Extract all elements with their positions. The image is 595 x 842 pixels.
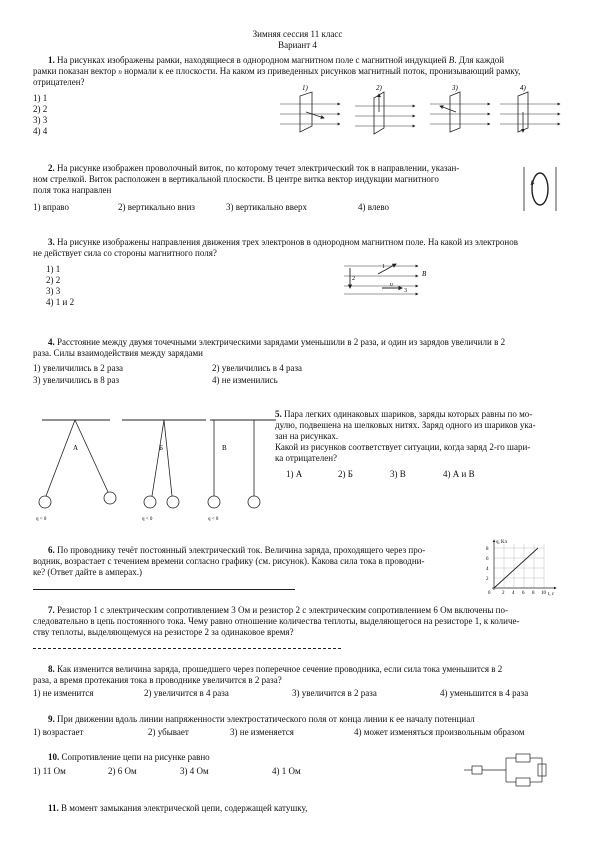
question-number: 4. — [48, 337, 55, 347]
frame-figure-2 — [355, 84, 415, 134]
pendulums-figure — [30, 418, 280, 528]
svg-text:B: B — [422, 270, 427, 278]
answer-option[interactable]: 4) 4 — [33, 126, 48, 136]
answer-option[interactable]: 3) В — [390, 469, 406, 479]
question-text: раза. Силы взаимодействия между зарядами — [33, 348, 203, 358]
question-text: ству теплоты, выделяющемуся на резисторе 2 за одинаковое время? — [33, 627, 294, 637]
frame-figure-4 — [500, 84, 560, 132]
answer-option[interactable]: 2) убывает — [148, 727, 189, 737]
question-number: 10. — [48, 752, 60, 762]
page-title: Зимняя сессия 11 класс — [252, 29, 343, 39]
question-number: 5. — [275, 409, 282, 419]
wire-loop-figure — [520, 165, 560, 215]
svg-text:В: В — [222, 444, 227, 452]
svg-text:q, Кл: q, Кл — [496, 540, 507, 545]
question-number: 2. — [48, 163, 55, 173]
answer-option[interactable]: 1) не изменится — [33, 688, 94, 698]
answer-option[interactable]: 1) 11 Ом — [33, 766, 66, 776]
answer-option[interactable]: 2) Б — [338, 469, 353, 479]
svg-text:2: 2 — [352, 276, 355, 282]
answer-option[interactable]: 1) увеличились в 2 раза — [33, 363, 124, 373]
answer-option[interactable]: 1) 1 — [33, 93, 48, 103]
svg-text:υ: υ — [390, 282, 393, 288]
circuit-figure — [462, 752, 562, 790]
question-text: Расстояние между двумя точечными электрическими зарядами уменьшили в 2 раза, и один из зарядов увеличили в 2 — [57, 337, 506, 347]
figure-label: 1) — [302, 84, 308, 92]
question-text: рамки показан вектор — [33, 66, 117, 76]
svg-text:6: 6 — [486, 557, 489, 562]
question-text: По проводнику течёт постоянный электрический ток. Величина заряда, проходящего через про- — [57, 545, 426, 555]
answer-option[interactable]: 4) 1 и 2 — [46, 297, 75, 307]
question-text: На рисунке изображен проволочный виток, по которому течет электрический ток в направлении, указан- — [57, 163, 460, 173]
answer-option[interactable]: 3) 4 Ом — [180, 766, 209, 776]
question-text: поля тока направлен — [33, 185, 112, 195]
question-text: Сопротивление цепи на рисунке равно — [61, 752, 210, 762]
svg-text:2: 2 — [502, 591, 505, 596]
question-text: Резистор 1 с электрическим сопротивлением 3 Ом и резистор 2 с электрическим сопротивлением 6 Ом включены по- — [57, 605, 508, 615]
svg-text:4: 4 — [486, 567, 489, 572]
svg-text:3: 3 — [404, 288, 407, 294]
svg-text:Б: Б — [159, 444, 164, 452]
answer-option[interactable]: 2) вертикально вниз — [118, 202, 195, 212]
svg-text:8: 8 — [532, 591, 535, 596]
answer-option[interactable]: 3) 3 — [46, 286, 61, 296]
svg-text:t, с: t, с — [548, 592, 555, 597]
answer-option[interactable]: 4) может изменяться произвольным образом — [354, 727, 525, 737]
frames-figure — [280, 82, 565, 142]
frame-figure-1 — [280, 84, 340, 132]
question-text: Пара легких одинаковых шариков, заряды которых равны по мо- — [284, 409, 533, 419]
question-text: При движении вдоль линии напряженности электростатического поля от конца линии к ее началу потенциал — [57, 714, 475, 724]
question-text: нормали к ее плоскости. На каком из приведенных рисунков магнитный поток, пронизывающий рамку, — [124, 66, 521, 76]
answer-option[interactable]: 4) влево — [358, 202, 390, 212]
question-text: не действует сила со стороны магнитного поля? — [33, 248, 217, 258]
question-number: 9. — [48, 714, 55, 724]
charge-time-graph — [480, 538, 560, 596]
question-text: . Для каждой — [454, 55, 505, 65]
answer-option[interactable]: 1) вправо — [33, 202, 69, 212]
answer-option[interactable]: 3) увеличится в 2 раза — [292, 688, 377, 698]
svg-text:q < 0: q < 0 — [36, 517, 47, 522]
answer-option[interactable]: 4) А и В — [443, 469, 475, 479]
answer-option[interactable]: 1) 1 — [46, 264, 61, 274]
question-text: ном стрелкой. Виток расположен в вертикальной плоскости. В центре витка вектор индукции магнитного — [33, 174, 439, 184]
answer-option[interactable]: 2) увеличились в 4 раза — [212, 363, 303, 373]
question-text: На рисунках изображены рамки, находящиеся в однородном магнитном поле с магнитной индукцией — [57, 55, 447, 65]
electrons-figure — [342, 258, 432, 300]
svg-text:q < 0: q < 0 — [142, 517, 153, 522]
vector-n-symbol: n — [118, 68, 122, 76]
answer-option[interactable]: 2) 2 — [33, 104, 48, 114]
answer-line[interactable] — [33, 648, 341, 649]
answer-option[interactable]: 4) не изменились — [212, 375, 278, 385]
svg-text:А: А — [73, 444, 79, 452]
answer-line[interactable] — [33, 589, 295, 590]
variant-label: Вариант 4 — [278, 40, 317, 50]
svg-text:0: 0 — [488, 591, 491, 596]
svg-text:8: 8 — [486, 547, 489, 552]
frame-figure-3 — [430, 84, 490, 132]
answer-option[interactable]: 1) возрастает — [33, 727, 84, 737]
svg-text:4: 4 — [512, 591, 515, 596]
question-number: 8. — [48, 664, 55, 674]
svg-text:q < 0: q < 0 — [208, 517, 219, 522]
question-text: ка отрицателен? — [275, 453, 338, 463]
answer-option[interactable]: 4) уменьшится в 4 раза — [440, 688, 529, 698]
svg-text:10: 10 — [541, 591, 546, 596]
question-text: ке? (Ответ дайте в амперах.) — [33, 567, 143, 577]
question-text: зан на рисунках. — [275, 431, 339, 441]
question-number: 1. — [48, 55, 55, 65]
question-text: следовательно в цепь постоянного тока. Чему равно отношение количества теплоты, выделяющегося на резисторе 1, к количе- — [33, 616, 520, 626]
answer-option[interactable]: 3) 3 — [33, 115, 48, 125]
question-number: 11. — [48, 803, 59, 813]
svg-text:6: 6 — [522, 591, 525, 596]
question-text: На рисунке изображены направления движения трех электронов в однородном магнитном поле. На какой из электронов — [57, 237, 518, 247]
figure-label: 2) — [376, 84, 382, 92]
question-text: раза, а время протекания тока в проводнике увеличится в 2 раза? — [33, 675, 282, 685]
question-number: 6. — [48, 545, 55, 555]
question-text: Как изменится величина заряда, прошедшего через поперечное сечение проводника, если сила тока уменьшится в 2 — [57, 664, 503, 674]
answer-option[interactable]: 1) А — [286, 469, 303, 479]
answer-option[interactable]: 3) вертикально вверх — [226, 202, 307, 212]
svg-text:2: 2 — [486, 577, 489, 582]
question-text: дулю, подвешена на шелковых нитях. Заряд одного из шариков ука- — [275, 420, 536, 430]
question-text: Какой из рисунков соответствует ситуации, когда заряд 2-го шари- — [275, 442, 531, 452]
question-text: отрицателен? — [33, 77, 85, 87]
answer-option[interactable]: 3) увеличились в 8 раз — [33, 375, 120, 385]
question-number: 3. — [48, 237, 55, 247]
figure-label: 4) — [520, 84, 526, 92]
figure-label: 3) — [452, 84, 458, 92]
answer-option[interactable]: 4) 1 Ом — [272, 766, 301, 776]
question-text: В момент замыкания электрической цепи, содержащей катушку, — [61, 803, 308, 813]
answer-option[interactable]: 2) увеличится в 4 раза — [144, 688, 229, 698]
answer-option[interactable]: 2) 6 Ом — [108, 766, 137, 776]
answer-option[interactable]: 2) 2 — [46, 275, 61, 285]
vector-b-symbol: B — [448, 55, 455, 65]
question-number: 7. — [48, 605, 55, 615]
svg-text:1: 1 — [382, 264, 385, 270]
answer-option[interactable]: 3) не изменяется — [230, 727, 294, 737]
question-text: водник, возрастает с течением времени согласно графику (см. рисунок). Какова сила тока в проводни- — [33, 556, 425, 566]
